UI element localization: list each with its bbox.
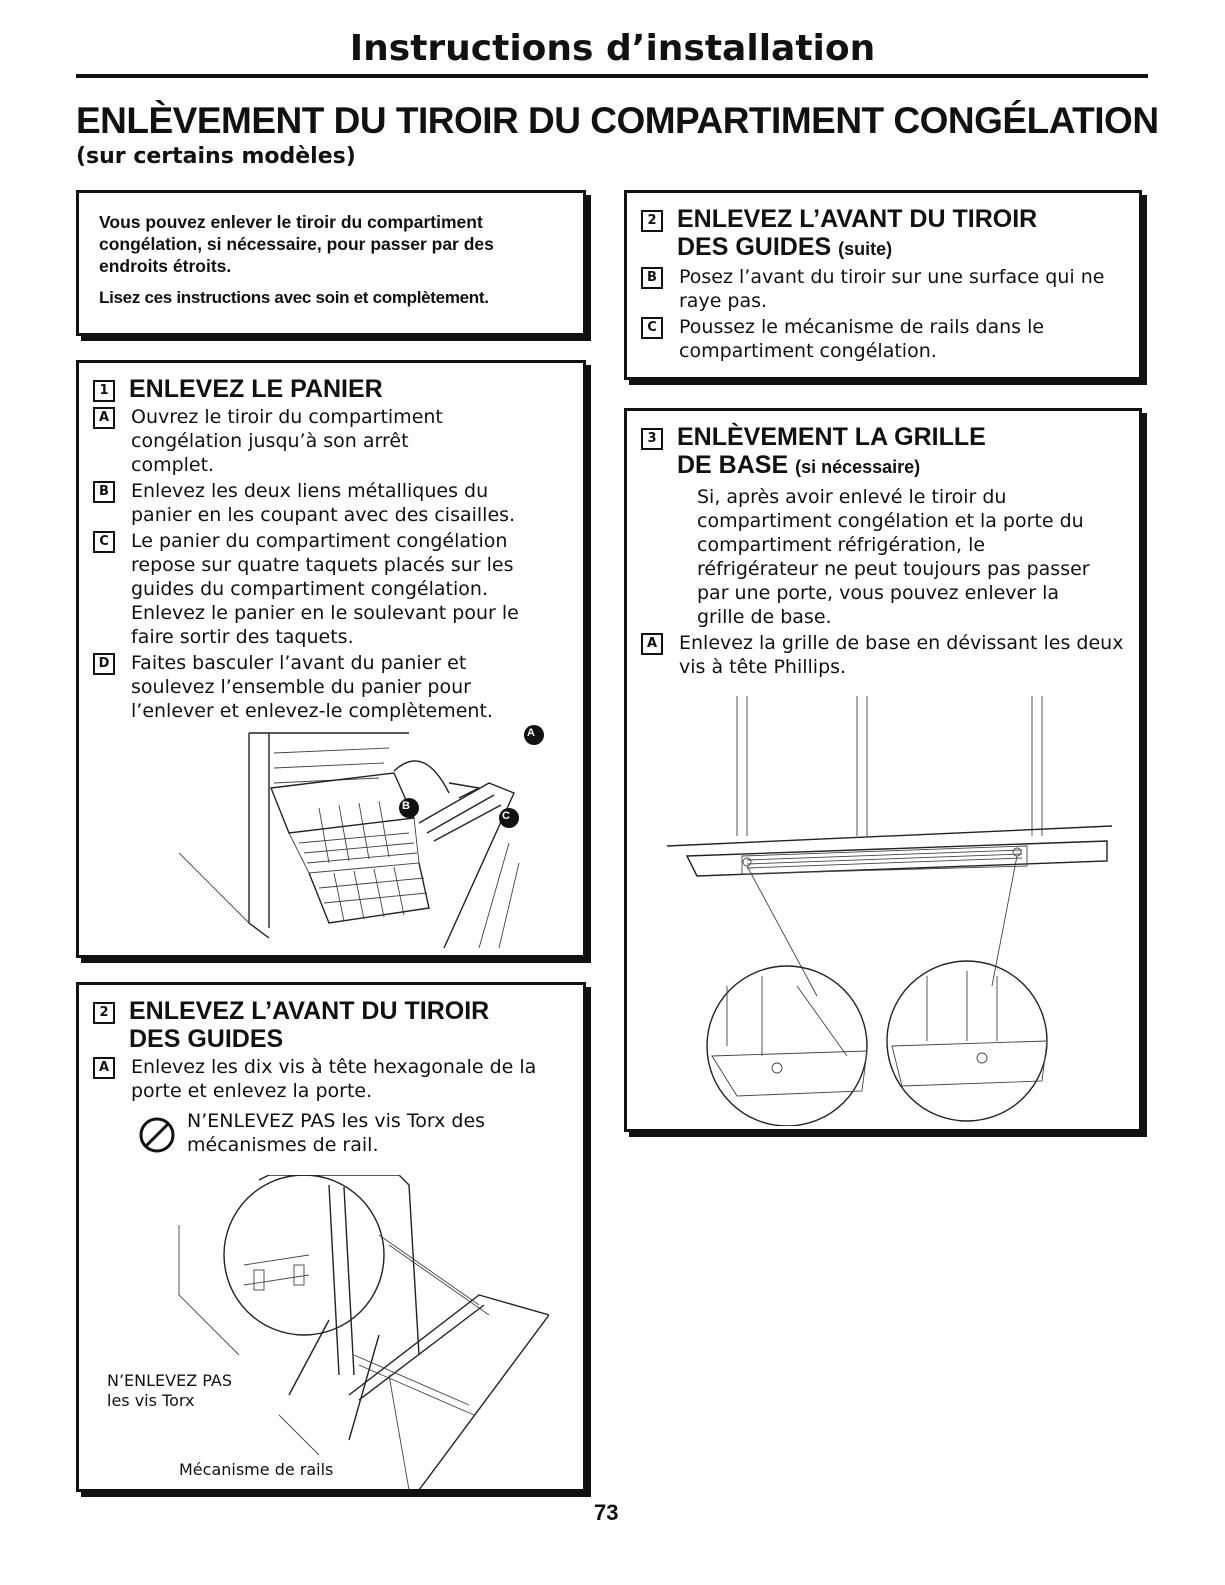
step-letter-badge: A bbox=[641, 633, 663, 655]
torx-screw-caption: N’ENLEVEZ PAS les vis Torx bbox=[107, 1371, 232, 1410]
callout-marker-b: B bbox=[402, 800, 410, 812]
page-number: 73 bbox=[594, 1500, 619, 1525]
section-title bbox=[677, 205, 1127, 263]
intro-text: Vous pouvez enlever le tiroir du compartiment congélation, si nécessaire, pour passer par des endroits étroits. bbox=[99, 212, 494, 276]
basket-removal-illustration bbox=[179, 723, 569, 948]
instruction-step bbox=[641, 315, 1127, 363]
section-remove-drawer-front bbox=[76, 982, 586, 1492]
warning-text: N’ENLEVEZ PAS les vis Torx des mécanismes de rail. bbox=[187, 1110, 486, 1156]
callout-marker-c: C bbox=[502, 810, 510, 822]
step-text: Posez l’avant du tiroir sur une surface qui ne raye pas. bbox=[679, 266, 1105, 312]
step-text: Poussez le mécanisme de rails dans le compartiment congélation. bbox=[679, 316, 1045, 362]
section-remove-base-grille bbox=[624, 408, 1142, 1132]
section-intro-text: Si, après avoir enlevé le tiroir du compartiment congélation et la porte du compartiment réfrigération, le réfrigérateur ne peut toujours pas passer par une porte, vous pouvez enlever la grille de base. bbox=[697, 486, 1090, 628]
intro-box bbox=[76, 190, 586, 336]
instruction-step bbox=[93, 1055, 571, 1103]
instruction-step bbox=[93, 529, 571, 649]
step-letter-badge: C bbox=[93, 531, 115, 553]
instruction-step bbox=[641, 265, 1127, 313]
header-title: Instructions d’installation bbox=[349, 28, 876, 69]
section-remove-drawer-front-continued bbox=[624, 190, 1142, 380]
rail-mechanism-caption: Mécanisme de rails bbox=[179, 1460, 334, 1479]
section-title: ENLEVEZ LE PANIER bbox=[129, 375, 383, 403]
section-title-text: ENLÈVEMENT LA GRILLE DE BASE bbox=[677, 423, 986, 479]
step-number-badge: 2 bbox=[641, 210, 663, 232]
drawer-front-illustration bbox=[149, 1175, 549, 1490]
step-number-badge: 2 bbox=[93, 1002, 115, 1024]
section-title-suffix: (si nécessaire) bbox=[795, 457, 921, 477]
section-heading bbox=[641, 205, 1127, 263]
step-text: Enlevez la grille de base en dévissant les deux vis à tête Phillips. bbox=[679, 632, 1124, 678]
section-remove-basket bbox=[76, 360, 586, 958]
callout-marker-a: A bbox=[527, 727, 535, 739]
section-heading bbox=[93, 375, 571, 403]
prohibited-icon bbox=[137, 1115, 177, 1155]
step-text: Faites basculer l’avant du panier et soulevez l’ensemble du panier pour l’enlever et enlevez-le complètement. bbox=[131, 652, 493, 722]
instruction-step bbox=[641, 631, 1127, 679]
section-title-text: ENLEVEZ L’AVANT DU TIROIR DES GUIDES bbox=[677, 205, 1038, 261]
instruction-step bbox=[93, 651, 571, 723]
step-number-badge: 1 bbox=[93, 380, 115, 402]
step-letter-badge: A bbox=[93, 1057, 115, 1079]
section-title-suffix: (suite) bbox=[838, 239, 893, 259]
step-letter-badge: C bbox=[641, 317, 663, 339]
section-title: ENLEVEZ L’AVANT DU TIROIR DES GUIDES bbox=[129, 997, 490, 1053]
base-grille-illustration bbox=[667, 696, 1117, 1126]
step-text: Ouvrez le tiroir du compartiment congélation jusqu’à son arrêt complet. bbox=[131, 406, 443, 476]
step-text: Enlevez les dix vis à tête hexagonale de la porte et enlevez la porte. bbox=[131, 1056, 537, 1102]
step-letter-badge: B bbox=[641, 267, 663, 289]
page-title: ENLÈVEMENT DU TIROIR DU COMPARTIMENT CONGÉLATION bbox=[76, 100, 1159, 141]
step-text: Le panier du compartiment congélation repose sur quatre taquets placés sur les guides du compartiment congélation. Enlevez le panier en le soulevant pour le faire sortir des taquets. bbox=[131, 530, 519, 648]
section-heading bbox=[641, 423, 1127, 481]
step-letter-badge: A bbox=[93, 407, 115, 429]
page-subtitle: (sur certains modèles) bbox=[76, 144, 356, 169]
section-heading bbox=[93, 997, 571, 1053]
step-letter-badge: B bbox=[93, 481, 115, 503]
header-rule bbox=[76, 74, 1148, 78]
warning-note bbox=[137, 1107, 571, 1157]
step-number-badge: 3 bbox=[641, 428, 663, 450]
step-letter-badge: D bbox=[93, 653, 115, 675]
instruction-step bbox=[93, 405, 571, 477]
intro-emphasis: Lisez ces instructions avec soin et complètement. bbox=[99, 288, 489, 307]
step-text: Enlevez les deux liens métalliques du panier en les coupant avec des cisailles. bbox=[131, 480, 516, 526]
section-title bbox=[677, 423, 1127, 481]
instruction-step bbox=[93, 479, 571, 527]
